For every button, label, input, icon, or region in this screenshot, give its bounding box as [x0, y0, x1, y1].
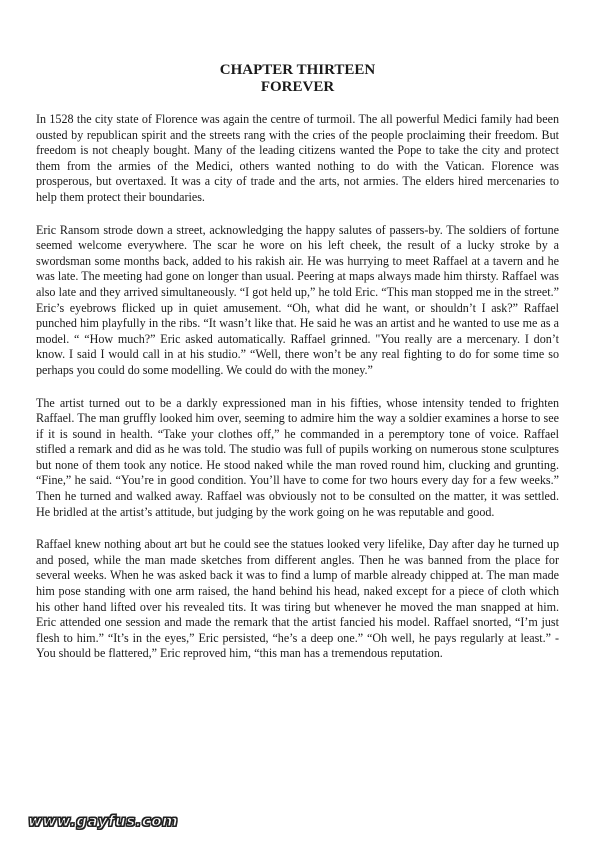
- watermark: www.gayfus.com: [28, 812, 179, 830]
- chapter-number: CHAPTER THIRTEEN: [219, 62, 376, 78]
- paragraph: In 1528 the city state of Florence was again the centre of turmoil. The all powerful Medici family had been ousted by republican spirit and the streets rang with the cries of the people proclaiming their freedom. But freedom is not cheaply bought. Many of the leading citizens wanted the Pope to take the city and protect them from the armies of the Medici, others wanted nothing to do with the Vatican. Florence was prosperous, but overtaxed. It was a city of trade and the arts, not armies. The elders hired mercenaries to help them protect their boundaries.: [36, 112, 559, 204]
- chapter-heading: [0, 62, 595, 96]
- body-text: [36, 112, 559, 679]
- paragraph: Raffael knew nothing about art but he could see the statues looked very lifelike, Day after day he turned up and posed, while the man made sketches from different angles. Then he was banned from the place for several weeks. When he was asked back it was to find a lump of marble already chipped at. The man made him pose standing with one arm raised, the hand behind his head, naked except for a piece of cloth which his other hand lifted over his revealed tits. It was tiring but whenever he moved the man snapped at him. Eric attended one session and made the remark that the artist fancied his model. Raffael snorted, “I’m just flesh to him.” “It’s in the eyes,” Eric persisted, “he’s a deep one.” “Oh well, he pays regularly at least.” -You should be flattered,” Eric reproved him, “this man has a tremendous reputation.: [36, 537, 559, 661]
- paragraph: Eric Ransom strode down a street, acknowledging the happy salutes of passers-by. The soldiers of fortune seemed welcome everywhere. The scar he wore on his left cheek, the result of a lucky stroke by a swordsman some months back, added to his rakish air. He was hurrying to meet Raffael at a tavern and he was late. The meeting had gone on longer than usual. Peering at maps always made him thirsty. Raffael was also late and they arrived simultaneously. “I got held up,” he told Eric. “This man stopped me in the street.” Eric’s eyebrows flicked up in quiet amusement. “Oh, what did he want, or shouldn’t I ask?” Raffael punched him playfully in the ribs. “It wasn’t like that. He said he was an artist and he wanted to use me as a model. “ “How much?” Eric asked automatically. Raffael grinned. "You really are a mercenary. I don’t know. I said I would call in at his studio.” “Well, there won’t be any real fighting to do for some time so perhaps you could do some modelling. We could do with the money.”: [36, 222, 559, 377]
- chapter-title: FOREVER: [260, 79, 335, 95]
- paragraph: The artist turned out to be a darkly expressioned man in his fifties, whose intensity tended to frighten Raffael. The man gruffly looked him over, seeming to admire him the way a soldier examines a horse to see if it is sound in health. “Take your clothes off,” he commanded in a peremptory tone of voice. Raffael stifled a remark and did as he was told. The studio was full of pupils working on numerous stone sculptures but none of them took any notice. He stood naked while the man roved round him, clucking and grunting. “Fine,” he said. “You’re in good condition. You’ll have to come for two hours every day for a few weeks.” Then he turned and walked away. Raffael was obviously not to be consulted on the matter, it was settled. He bridled at the artist’s attitude, but judging by the work going on he was reputable and good.: [36, 395, 559, 519]
